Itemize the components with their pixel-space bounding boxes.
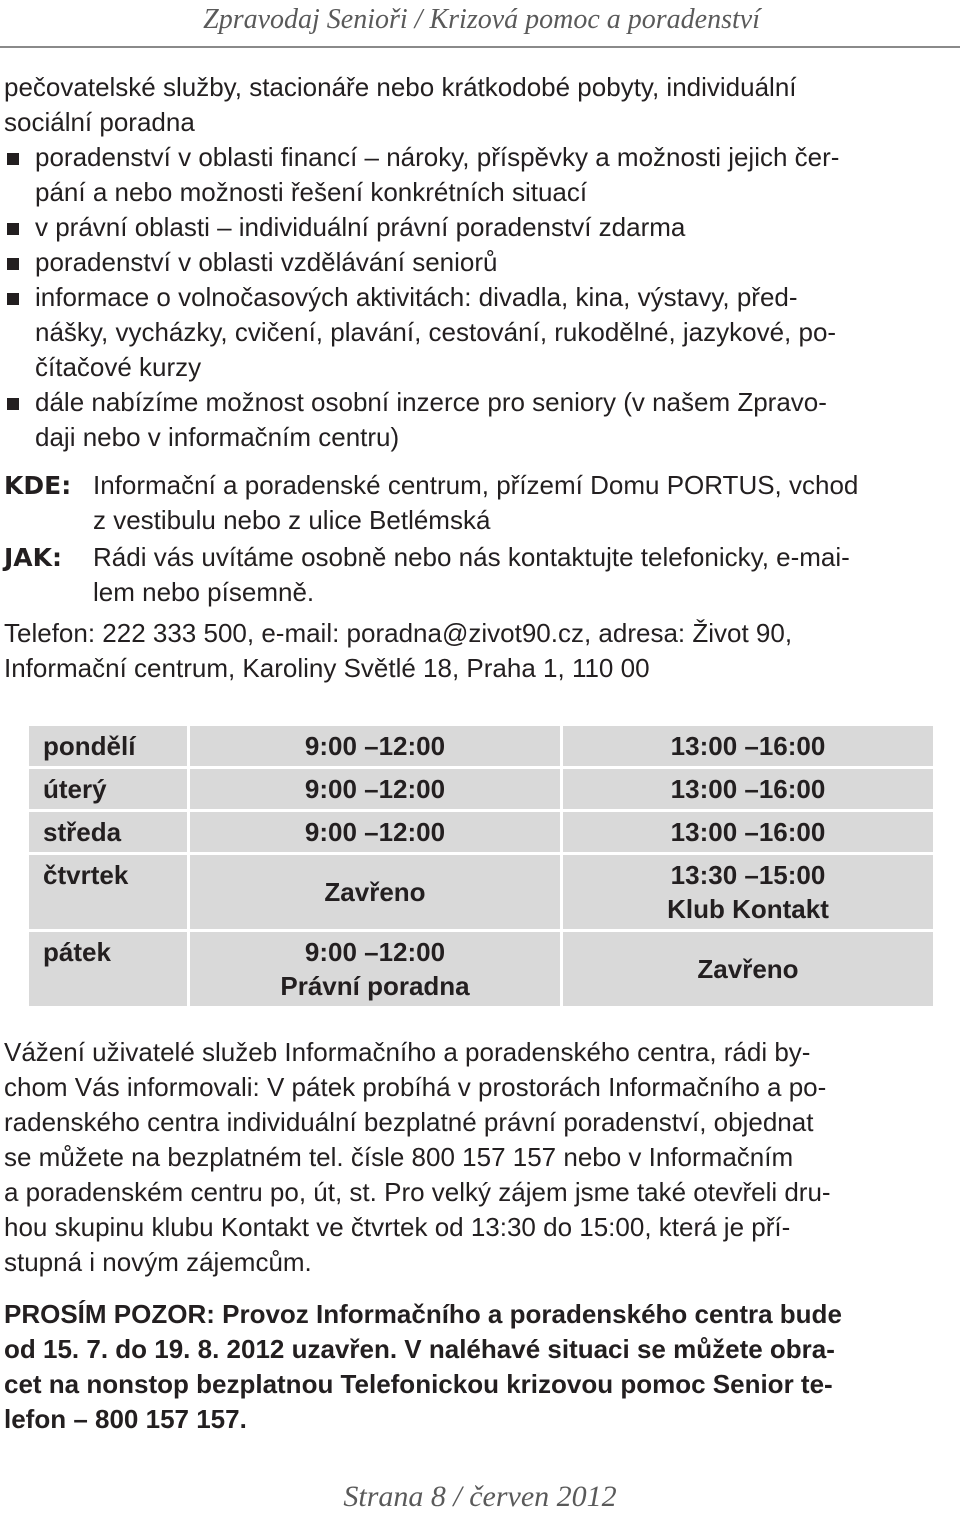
hours-note: Klub Kontakt [667, 894, 829, 924]
header-title: Zpravodaj Senioři / Krizová pomoc a poradenství [203, 4, 760, 35]
contact-info [4, 616, 956, 686]
text-line: nášky, vycházky, cvičení, plavání, cestování, rukodělné, jazykové, po- [35, 317, 837, 347]
day-cell: pátek [29, 932, 187, 1006]
text-line: PROSÍM POZOR: Provoz Informačního a poradenského centra bude [4, 1299, 842, 1329]
afternoon-hours-cell: Zavřeno [563, 932, 933, 1006]
morning-hours-cell: 9:00 –12:00 [190, 812, 560, 852]
morning-hours-cell: 9:00 –12:00 [190, 769, 560, 809]
where-row [4, 468, 956, 538]
bullet-square-icon [7, 398, 19, 410]
text-line: Vážení uživatelé služeb Informačního a poradenského centra, rádi by- [4, 1037, 811, 1067]
text-line: radenského centra individuální bezplatné právní poradenství, objednat [4, 1107, 814, 1137]
list-item [4, 140, 956, 210]
table-row [29, 932, 933, 1006]
afternoon-hours-cell: 13:00 –16:00 [563, 769, 933, 809]
text-line: čítačové kurzy [35, 352, 202, 382]
location-contact-section [4, 468, 956, 686]
text-line: pání a nebo možnosti řešení konkrétních situací [35, 177, 588, 207]
how-label: JAK: [4, 543, 63, 572]
text-line: Informační centrum, Karoliny Světlé 18, Praha 1, 110 00 [4, 653, 650, 683]
bullet-square-icon [7, 293, 19, 305]
header-divider [0, 46, 960, 48]
text-line: z vestibulu nebo z ulice Betlémská [93, 505, 491, 535]
day-cell: čtvrtek [29, 855, 187, 929]
text-line: cet na nonstop bezplatnou Telefonickou krizovou pomoc Senior te- [4, 1369, 833, 1399]
text-line: stupná i novým zájemcům. [4, 1247, 312, 1277]
closure-warning [4, 1297, 956, 1437]
text-line: daji nebo v informačním centru) [35, 422, 400, 452]
opening-hours-table [26, 723, 936, 1009]
list-item [4, 280, 956, 385]
text-line: a poradenském centru po, út, st. Pro velký zájem jsme také otevřeli dru- [4, 1177, 831, 1207]
bullet-square-icon [7, 258, 19, 270]
list-item [4, 385, 956, 455]
text-line: Telefon: 222 333 500, e-mail: poradna@zivot90.cz, adresa: Život 90, [4, 618, 793, 648]
services-list [4, 70, 956, 455]
where-label: KDE: [4, 471, 72, 500]
text-line: Informační a poradenské centrum, přízemí Domu PORTUS, vchod [93, 470, 859, 500]
text-line: Rádi vás uvítáme osobně nebo nás kontaktujte telefonicky, e-mai- [93, 542, 850, 572]
morning-hours-cell: Zavřeno [190, 855, 560, 929]
text-line: se můžete na bezplatném tel. čísle 800 157 157 nebo v Informačním [4, 1142, 794, 1172]
day-cell: pondělí [29, 726, 187, 766]
text-line: pečovatelské služby, stacionáře nebo krátkodobé pobyty, individuální [4, 72, 797, 102]
text-line: informace o volnočasových aktivitách: divadla, kina, výstavy, před- [35, 282, 798, 312]
page-header [0, 0, 960, 48]
text-line: sociální poradna [4, 107, 195, 137]
bullet-square-icon [7, 223, 19, 235]
table-row [29, 726, 933, 766]
text-line: hou skupinu klubu Kontakt ve čtvrtek od 13:30 do 15:00, která je pří- [4, 1212, 791, 1242]
table-row [29, 812, 933, 852]
table-row [29, 855, 933, 929]
afternoon-hours-cell: 13:00 –16:00 [563, 726, 933, 766]
text-line: od 15. 7. do 19. 8. 2012 uzavřen. V naléhavé situaci se můžete obra- [4, 1334, 835, 1364]
bullet-square-icon [7, 153, 19, 165]
hours-line: 13:30 –15:00 [670, 860, 826, 890]
day-cell: úterý [29, 769, 187, 809]
page-footer: Strana 8 / červen 2012 [343, 1480, 617, 1513]
afternoon-hours-cell [563, 855, 933, 929]
text-line: poradenství v oblasti vzdělávání seniorů [35, 247, 498, 277]
list-item [4, 210, 956, 245]
text-line: chom Vás informovali: V pátek probíhá v prostorách Informačního a po- [4, 1072, 827, 1102]
text-line: poradenství v oblasti financí – nároky, příspěvky a možnosti jejich čer- [35, 142, 840, 172]
morning-hours-cell: 9:00 –12:00 [190, 726, 560, 766]
services-intro [4, 70, 956, 140]
afternoon-hours-cell: 13:00 –16:00 [563, 812, 933, 852]
text-line: lefon – 800 157 157. [4, 1404, 247, 1434]
hours-note: Právní poradna [280, 971, 470, 1001]
day-cell: středa [29, 812, 187, 852]
table-row [29, 769, 933, 809]
how-row [4, 540, 956, 610]
morning-hours-cell [190, 932, 560, 1006]
text-line: lem nebo písemně. [93, 577, 315, 607]
text-line: v právní oblasti – individuální právní poradenství zdarma [35, 212, 686, 242]
list-item [4, 245, 956, 280]
hours-line: 9:00 –12:00 [304, 937, 446, 967]
text-line: dále nabízíme možnost osobní inzerce pro seniory (v našem Zpravo- [35, 387, 827, 417]
notice-paragraph [4, 1035, 956, 1280]
